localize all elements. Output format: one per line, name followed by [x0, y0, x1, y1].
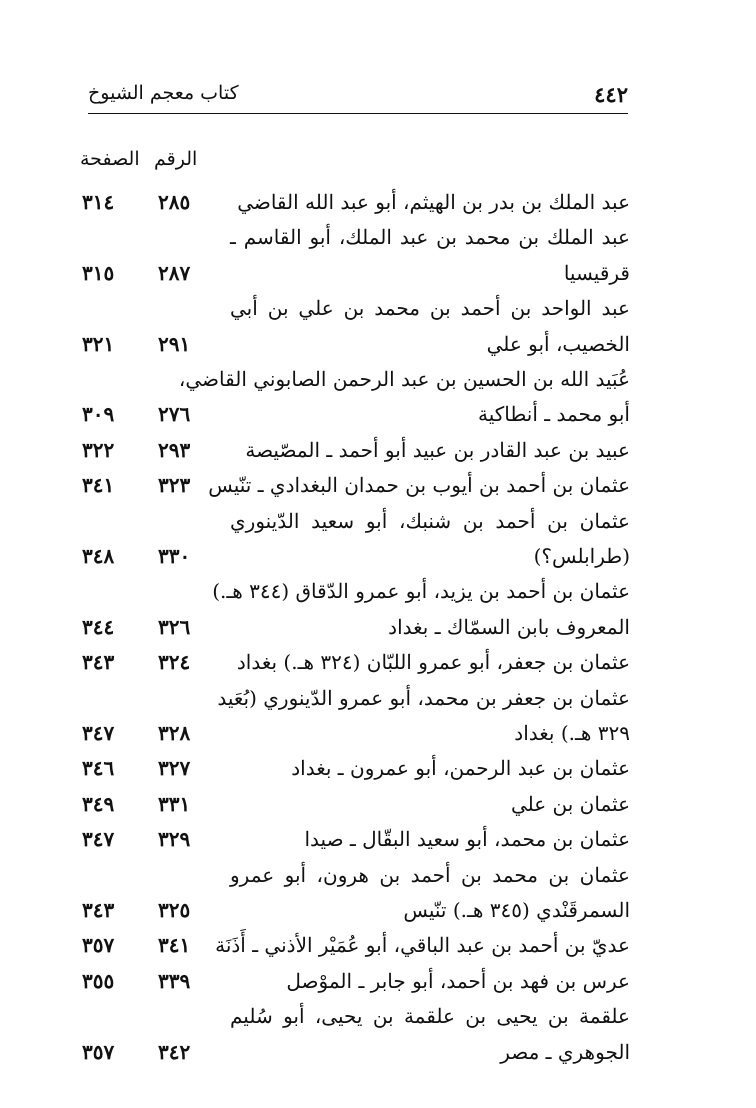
- entry-number: ٣٢٣: [158, 473, 191, 498]
- entry-page: ٣٤١: [82, 473, 115, 498]
- index-line: [70, 788, 630, 824]
- entry-page: ٣٤٨: [82, 544, 115, 568]
- column-header-page: الصفحة: [80, 148, 140, 170]
- entry-text: أبو محمد ـ أنطاكية: [478, 402, 630, 427]
- index-line: [70, 1000, 630, 1036]
- entry-number: ٢٧٦: [158, 402, 191, 427]
- entry-number: ٢٩٣: [158, 437, 191, 462]
- entry-text: عبيد بن عبد القادر بن عبيد أبو أحمد ـ المصّيصة: [245, 437, 630, 462]
- entry-number: ٣٣٩: [158, 968, 191, 993]
- index-line: [70, 575, 630, 611]
- entry-number: ٣٢٨: [158, 721, 191, 745]
- entry-page: ٣٤٣: [82, 898, 115, 922]
- entry-text: ٣٢٩ هـ.) بغداد: [514, 721, 630, 745]
- entry-page: ٣١٥: [82, 260, 115, 285]
- column-header-number: الرقم: [154, 148, 198, 170]
- entry-text: عرس بن فهد بن أحمد، أبو جابر ـ الموْصل: [286, 968, 630, 993]
- entry-text: عثمان بن أحمد بن شنبك، أبو سعيد الدّينوري: [230, 508, 630, 533]
- entry-number: ٢٨٧: [158, 260, 191, 285]
- entry-text: المعروف بابن السمّاك ـ بغداد: [388, 614, 630, 639]
- entry-page: ٣٢٢: [82, 437, 115, 462]
- entry-number: ٣٢٦: [158, 614, 191, 639]
- entry-text: عُبَيد الله بن الحسين بن عبد الرحمن الصابوني القاضي،: [178, 367, 630, 391]
- entry-page: ٣٤٩: [82, 791, 115, 816]
- entry-text: عثمان بن عبد الرحمن، أبو عمرون ـ بغداد: [291, 756, 630, 781]
- entry-page: ٣٥٥: [82, 968, 115, 993]
- entry-page: ٣١٤: [82, 190, 115, 214]
- entry-text: الخصيب، أبو علي: [486, 331, 630, 356]
- entry-number: ٣٢٤: [158, 650, 191, 675]
- entry-number: ٣٤٢: [158, 1039, 191, 1064]
- index-line: [70, 434, 630, 470]
- entry-text: عثمان بن جعفر، أبو عمرو اللبّان (٣٢٤ هـ.) بغداد: [236, 650, 630, 675]
- entry-number: ٣٢٧: [158, 756, 191, 781]
- entry-text: عبد الملك بن محمد بن عبد الملك، أبو القاسم ـ: [230, 225, 630, 250]
- index-line: [70, 682, 630, 718]
- index-line: [70, 505, 630, 541]
- entry-text: علقمة بن يحيى بن علقمة بن يحيى، أبو سُليم: [230, 1004, 630, 1029]
- entry-number: ٢٩١: [158, 331, 191, 356]
- entry-number: ٣٣١: [158, 791, 191, 816]
- entry-page: ٣٤٤: [82, 614, 115, 639]
- entry-text: عثمان بن أحمد بن أيوب بن حمدان البغدادي ـ تنّيس: [208, 473, 630, 498]
- index-line: [70, 646, 630, 682]
- entry-number: ٣٣٠: [158, 544, 191, 568]
- index-line: [70, 469, 630, 505]
- entry-number: ٣٤١: [158, 933, 191, 958]
- entry-page: ٣٤٣: [82, 650, 115, 675]
- index-line: [70, 717, 630, 753]
- entry-text: (طرابلس؟): [533, 544, 630, 568]
- index-line: [70, 540, 630, 576]
- entry-text: عبد الملك بن بدر بن الهيثم، أبو عبد الله القاضي: [237, 190, 630, 214]
- entry-text: عثمان بن علي: [510, 791, 630, 816]
- entry-page: ٣٥٧: [82, 933, 115, 958]
- index-line: [70, 1036, 630, 1072]
- entry-text: عديّ بن أحمد بن عبد الباقي، أبو عُمَيْر الأذني ـ أَذَنَة: [215, 933, 630, 958]
- index-line: [70, 859, 630, 895]
- index-line: [70, 929, 630, 965]
- entry-text: قرقيسيا: [563, 260, 630, 285]
- index-line: [70, 611, 630, 647]
- entry-page: ٣٠٩: [82, 402, 115, 427]
- entry-text: الجوهري ـ مصر: [500, 1039, 630, 1064]
- index-line: [70, 257, 630, 293]
- index-line: [70, 398, 630, 434]
- entry-page: ٣٢١: [82, 331, 115, 356]
- index-line: [70, 186, 630, 222]
- index-line: [70, 363, 630, 399]
- index-line: [70, 328, 630, 364]
- entry-text: السمرقَنْدي (٣٤٥ هـ.) تنّيس: [403, 898, 630, 922]
- entry-number: ٣٢٥: [158, 898, 191, 922]
- index-line: [70, 965, 630, 1001]
- page-header: [88, 82, 628, 112]
- index-line: [70, 823, 630, 859]
- entry-page: ٣٥٧: [82, 1039, 115, 1064]
- entry-number: ٣٢٩: [158, 827, 191, 852]
- entry-page: ٣٤٧: [82, 721, 115, 745]
- entry-number: ٢٨٥: [158, 190, 191, 214]
- index-line: [70, 752, 630, 788]
- book-title: كتاب معجم الشيوخ: [88, 82, 239, 104]
- entry-text: عثمان بن أحمد بن يزيد، أبو عمرو الدّقاق (٣٤٤ هـ.): [212, 579, 630, 604]
- entry-text: عثمان بن جعفر بن محمد، أبو عمرو الدّينوري (بُعَيد: [217, 685, 630, 710]
- index-line: [70, 894, 630, 930]
- page-number: ٤٤٢: [594, 82, 628, 107]
- entry-text: عبد الواحد بن أحمد بن محمد بن علي بن أبي: [230, 296, 630, 321]
- index-line: [70, 292, 630, 328]
- index-line: [70, 221, 630, 257]
- entry-page: ٣٤٦: [82, 756, 115, 781]
- entry-page: ٣٤٧: [82, 827, 115, 852]
- entry-text: عثمان بن محمد، أبو سعيد البقّال ـ صيدا: [304, 827, 630, 852]
- entry-text: عثمان بن محمد بن أحمد بن هرون، أبو عمرو: [230, 862, 630, 887]
- header-rule: [88, 113, 628, 114]
